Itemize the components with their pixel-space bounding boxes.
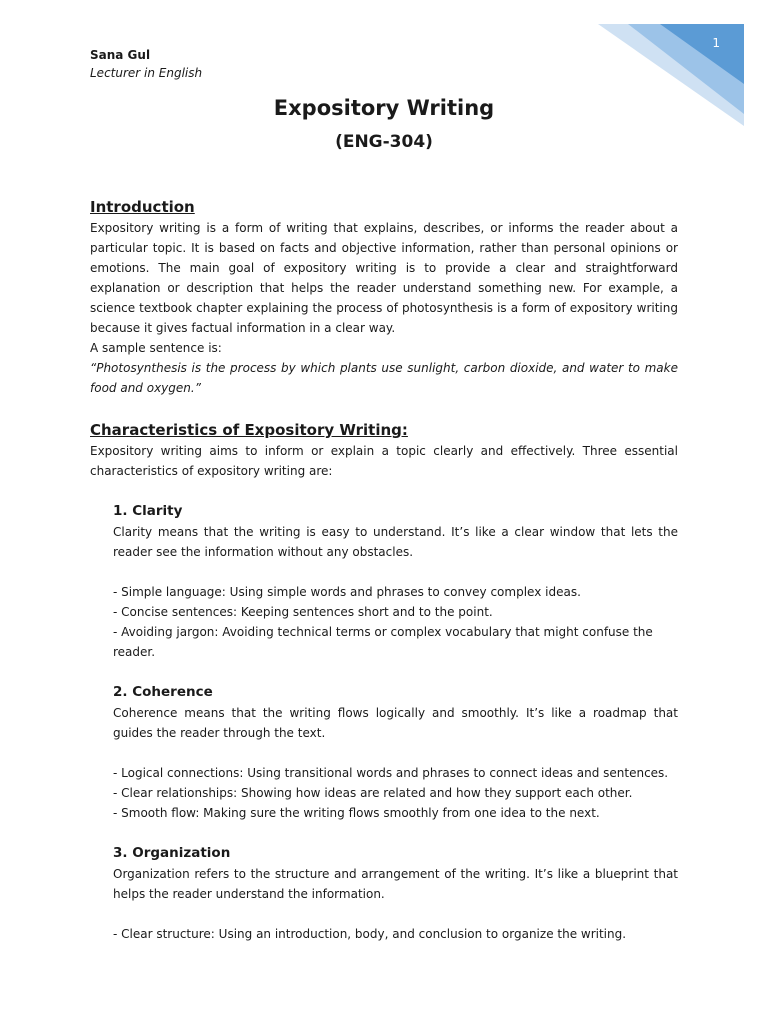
page-number: 1 xyxy=(712,36,720,50)
sample-sentence: “Photosynthesis is the process by which plants use sunlight, carbon dioxide, and water to make food and oxygen.” xyxy=(90,361,678,395)
coherence-heading: 2. Coherence xyxy=(113,684,213,700)
list-item: - Logical connections: Using transitional words and phrases to connect ideas and sentences. xyxy=(113,766,669,780)
sample-label: A sample sentence is: xyxy=(90,341,222,355)
intro-paragraph: Expository writing is a form of writing that explains, describes, or informs the reader about a particular topic. It is based on facts and objective information, rather than personal opinions or emotions. The main goal of expository writing is to provide a clear and straightforward explanation or description that helps the reader understand something new. For example, a science textbook chapter explaining the process of photosynthesis is a form of expository writing because it gives factual information in a clear way. xyxy=(90,221,678,335)
characteristics-heading: Characteristics of Expository Writing: xyxy=(90,421,408,439)
document-title: Expository Writing xyxy=(273,96,495,120)
list-item: - Simple language: Using simple words and phrases to convey complex ideas. xyxy=(113,585,581,599)
characteristics-lead: Expository writing aims to inform or explain a topic clearly and effectively. Three essential characteristics of expository writing are: xyxy=(90,444,678,478)
document-body xyxy=(90,196,678,944)
coherence-section xyxy=(113,681,678,823)
organization-heading: 3. Organization xyxy=(113,845,231,861)
coherence-bullets xyxy=(113,763,678,823)
list-item: - Concise sentences: Keeping sentences short and to the point. xyxy=(113,605,493,619)
characteristics-section xyxy=(90,419,678,944)
list-item: - Clear relationships: Showing how ideas are related and how they support each other. xyxy=(113,786,633,800)
author-role: Lecturer in English xyxy=(90,66,203,80)
clarity-heading: 1. Clarity xyxy=(113,503,183,519)
author-name: Sana Gul xyxy=(90,48,151,62)
list-item: - Clear structure: Using an introduction, body, and conclusion to organize the writing. xyxy=(113,927,627,941)
intro-heading: Introduction xyxy=(90,198,195,216)
clarity-section xyxy=(113,500,678,662)
coherence-text: Coherence means that the writing flows logically and smoothly. It’s like a roadmap that guides the reader through the text. xyxy=(113,706,678,740)
organization-text: Organization refers to the structure and arrangement of the writing. It’s like a blueprint that helps the reader understand the information. xyxy=(113,867,678,901)
course-code: (ENG-304) xyxy=(335,132,433,152)
clarity-text: Clarity means that the writing is easy to understand. It’s like a clear window that lets the reader see the information without any obstacles. xyxy=(113,525,678,559)
list-item: - Smooth flow: Making sure the writing flows smoothly from one idea to the next. xyxy=(113,806,600,820)
organization-bullets xyxy=(113,924,678,944)
author-block xyxy=(90,46,202,82)
list-item: - Avoiding jargon: Avoiding technical terms or complex vocabulary that might confuse the reader. xyxy=(113,625,653,659)
organization-section xyxy=(113,842,678,944)
clarity-bullets xyxy=(113,582,678,662)
